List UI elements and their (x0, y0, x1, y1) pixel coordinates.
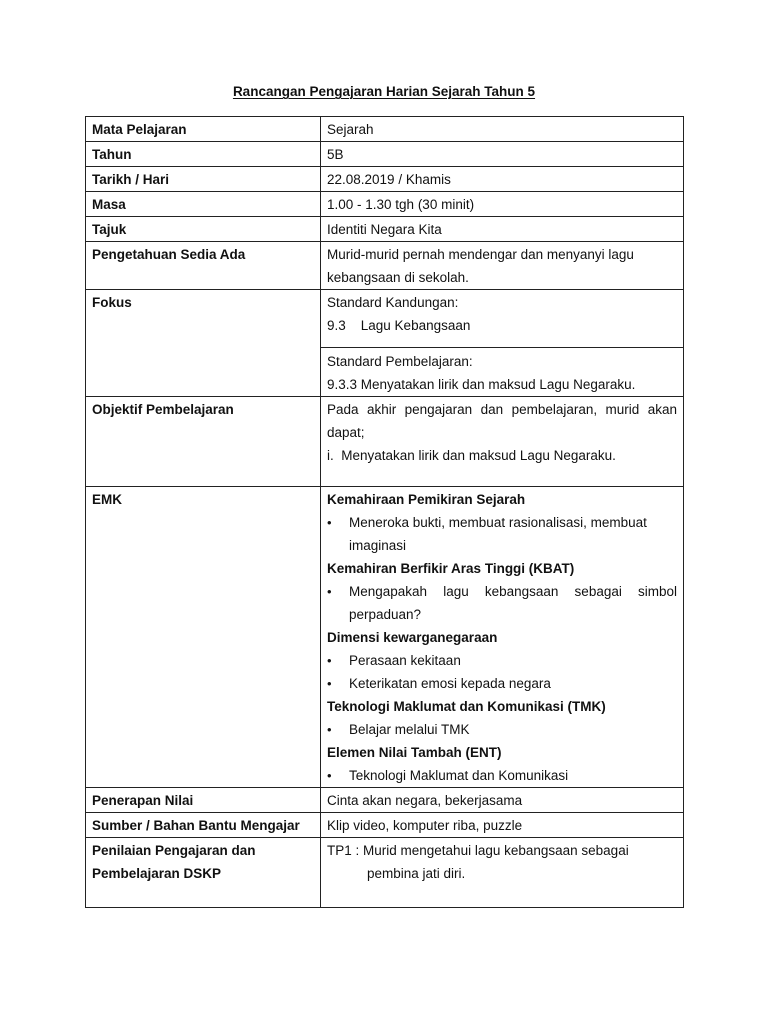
focus-cell (321, 290, 684, 397)
row-label: Penerapan Nilai (86, 788, 321, 813)
row-label: Tarikh / Hari (86, 167, 321, 192)
assessment-line: TP1 : Murid mengetahui lagu kebangsaan sebagai (327, 843, 629, 858)
row-label: Penilaian Pengajaran dan (92, 843, 256, 858)
list-item: • Meneroka bukti, membuat rasionalisasi, membuat imaginasi (327, 511, 677, 557)
page-title: Rancangan Pengajaran Harian Sejarah Tahun 5 (232, 84, 536, 99)
objective-item: i. Menyatakan lirik dan maksud Lagu Negaraku. (327, 448, 616, 463)
objective-intro: Pada akhir pengajaran dan pembelajaran, murid akan dapat; (327, 402, 677, 440)
row-label: Masa (86, 192, 321, 217)
objective-cell (321, 397, 684, 487)
row-label: Tahun (86, 142, 321, 167)
list-item: • Belajar melalui TMK (327, 718, 677, 741)
assessment-cell (321, 838, 684, 908)
table-row (86, 788, 684, 813)
table-row (86, 192, 684, 217)
row-label: Pembelajaran DSKP (92, 866, 222, 881)
table-row (86, 813, 684, 838)
assessment-line: pembina jati diri. (367, 866, 466, 881)
lesson-plan-table (85, 116, 684, 908)
row-label: Objektif Pembelajaran (86, 397, 321, 487)
table-row (86, 117, 684, 142)
emk-heading: Kemahiraan Pemikiran Sejarah (327, 492, 526, 507)
row-value: 5B (321, 142, 684, 167)
table-row (86, 242, 684, 290)
row-label: Tajuk (86, 217, 321, 242)
row-label: Sumber / Bahan Bantu Mengajar (86, 813, 321, 838)
list-item: • Keterikatan emosi kepada negara (327, 672, 677, 695)
row-value: 1.00 - 1.30 tgh (30 minit) (321, 192, 684, 217)
row-label: EMK (86, 487, 321, 788)
list-item: • Teknologi Maklumat dan Komunikasi (327, 764, 677, 787)
emk-heading: Teknologi Maklumat dan Komunikasi (TMK) (327, 699, 606, 714)
standard-kandungan-heading: Standard Kandungan: (327, 295, 459, 310)
standard-kandungan-value: 9.3 Lagu Kebangsaan (327, 318, 471, 333)
table-row (86, 217, 684, 242)
table-row (86, 397, 684, 487)
focus-divider (321, 347, 683, 396)
table-row (86, 142, 684, 167)
table-row (86, 167, 684, 192)
emk-heading: Elemen Nilai Tambah (ENT) (327, 745, 502, 760)
list-item: • Perasaan kekitaan (327, 649, 677, 672)
row-label: Fokus (86, 290, 321, 397)
emk-heading: Dimensi kewarganegaraan (327, 630, 498, 645)
row-value: Klip video, komputer riba, puzzle (321, 813, 684, 838)
standard-pembelajaran-value: 9.3.3 Menyatakan lirik dan maksud Lagu Negaraku. (327, 377, 636, 392)
row-value: Murid-murid pernah mendengar dan menyanyi lagu kebangsaan di sekolah. (321, 242, 684, 290)
row-label: Pengetahuan Sedia Ada (86, 242, 321, 290)
emk-cell (321, 487, 684, 788)
standard-pembelajaran-heading: Standard Pembelajaran: (327, 354, 473, 369)
assessment-label-cell (86, 838, 321, 908)
emk-heading: Kemahiran Berfikir Aras Tinggi (KBAT) (327, 561, 575, 576)
row-value: Sejarah (321, 117, 684, 142)
row-label: Mata Pelajaran (86, 117, 321, 142)
row-value: Cinta akan negara, bekerjasama (321, 788, 684, 813)
row-value: Identiti Negara Kita (321, 217, 684, 242)
table-row (86, 290, 684, 397)
table-row (86, 838, 684, 908)
list-item: • Mengapakah lagu kebangsaan sebagai simbol perpaduan? (327, 580, 677, 626)
table-row (86, 487, 684, 788)
row-value: 22.08.2019 / Khamis (321, 167, 684, 192)
